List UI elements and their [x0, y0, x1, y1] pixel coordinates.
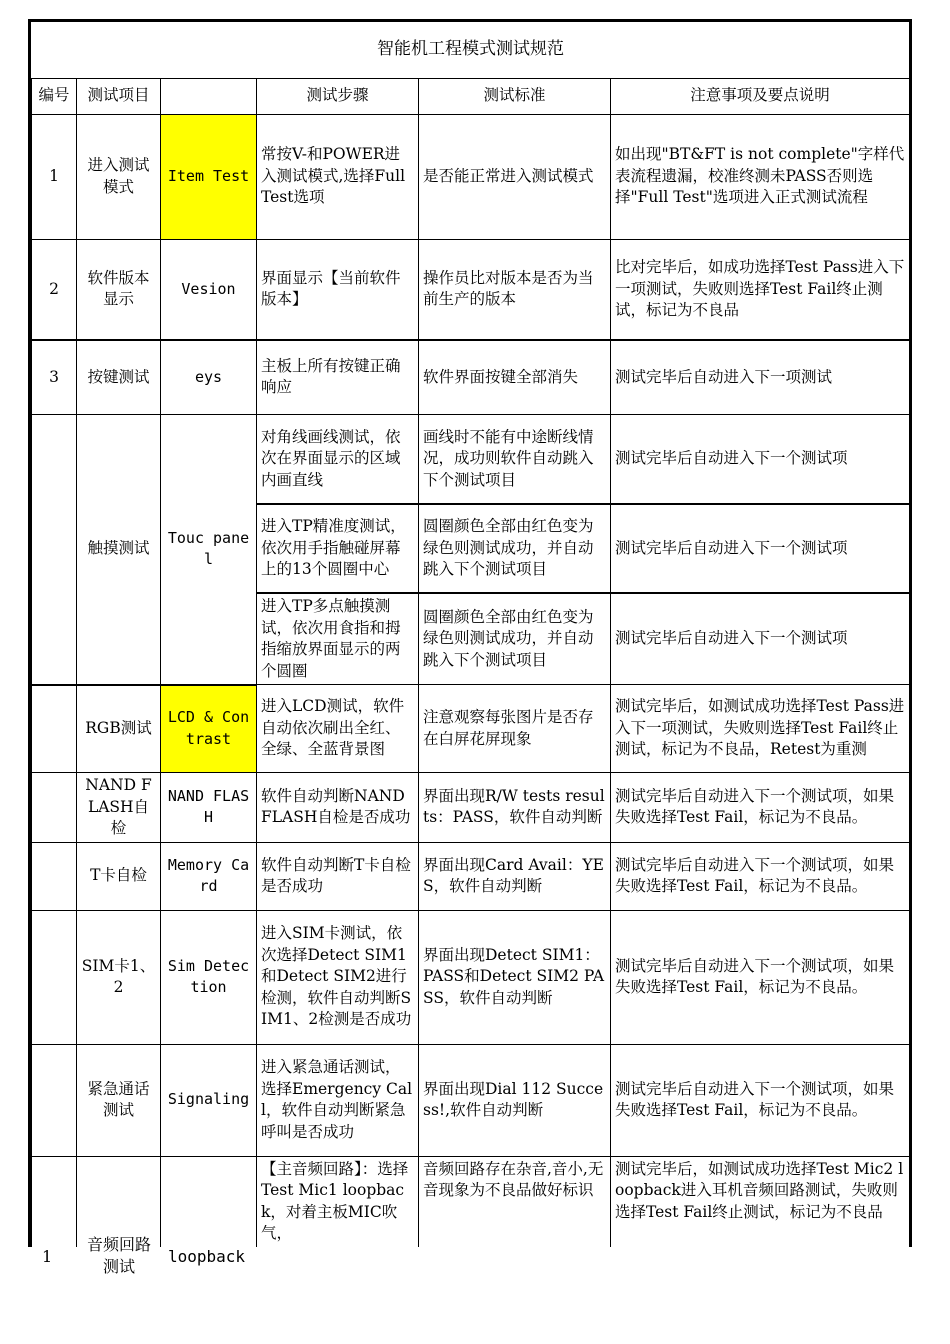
row-item: 触摸测试 — [77, 414, 161, 685]
header-no: 编号 — [32, 78, 77, 114]
row-no — [32, 685, 77, 773]
row-notes: 测试完毕后，如测试成功选择Test Mic2 loopback进入耳机音频回路测试，失败则选择Test Fail终止测试，标记为不良品 — [611, 1156, 910, 1247]
row-no — [32, 910, 77, 1044]
row-notes: 测试完毕后自动进入下一个测试项，如果失败选择Test Fail，标记为不良品。 — [611, 910, 910, 1044]
row-standard: 软件界面按键全部消失 — [419, 340, 611, 414]
row-standard: 界面出现Card Avail：YES，软件自动判断 — [419, 842, 611, 910]
row-key-cut — [161, 1156, 257, 1247]
row-no — [32, 414, 77, 685]
row-steps: 对角线画线测试，依次在界面显示的区域内画直线 — [257, 414, 419, 504]
row-standard: 注意观察每张图片是否存在白屏花屏现象 — [419, 685, 611, 773]
row-notes: 测试完毕后自动进入下一个测试项 — [611, 504, 910, 593]
row-notes: 如出现"BT&FT is not complete"字样代表流程遗漏，校准终测未PASS否则选择"Full Test"选项进入正式测试流程 — [611, 114, 910, 239]
row-notes: 测试完毕后自动进入下一个测试项 — [611, 414, 910, 504]
table-row — [32, 414, 910, 504]
row-notes: 测试完毕后自动进入下一个测试项，如果失败选择Test Fail，标记为不良品。 — [611, 1044, 910, 1156]
row-no — [32, 773, 77, 843]
table-row — [32, 1044, 910, 1156]
row-item: 紧急通话测试 — [77, 1044, 161, 1156]
row-item: SIM卡1、2 — [77, 910, 161, 1044]
row-standard: 界面出现Dial 112 Success!,软件自动判断 — [419, 1044, 611, 1156]
row-standard: 操作员比对版本是否为当前生产的版本 — [419, 239, 611, 340]
spec-table — [31, 22, 910, 1247]
row-steps: 软件自动判断T卡自检是否成功 — [257, 842, 419, 910]
row-steps: 软件自动判断NAND FLASH自检是否成功 — [257, 773, 419, 843]
sheet-title: 智能机工程模式测试规范 — [32, 22, 910, 78]
header-row — [32, 78, 910, 114]
row-item: NAND FLASH自检 — [77, 773, 161, 843]
row-standard: 圆圈颜色全部由红色变为绿色则测试成功，并自动跳入下个测试项目 — [419, 504, 611, 593]
row-item: 软件版本显示 — [77, 239, 161, 340]
row-key: LCD & Contrast — [161, 685, 257, 773]
row-key: eys — [161, 340, 257, 414]
header-steps: 测试步骤 — [257, 78, 419, 114]
table-row — [32, 685, 910, 773]
row-key: Sim Detection — [161, 910, 257, 1044]
row-item: 进入测试模式 — [77, 114, 161, 239]
row-no — [32, 1156, 77, 1247]
table-row — [32, 842, 910, 910]
audio-item-label: 音频回路测试 — [86, 1235, 151, 1276]
row-item: RGB测试 — [77, 685, 161, 773]
table-row — [32, 910, 910, 1044]
row-item: T卡自检 — [77, 842, 161, 910]
row-key: NAND FLASH — [161, 773, 257, 843]
row-no — [32, 842, 77, 910]
header-notes: 注意事项及要点说明 — [611, 78, 910, 114]
row-steps: 主板上所有按键正确响应 — [257, 340, 419, 414]
header-item: 测试项目 — [77, 78, 161, 114]
row-standard: 音频回路存在杂音,音小,无音现象为不良品做好标识 — [419, 1156, 611, 1247]
row-notes: 测试完毕后自动进入下一个测试项 — [611, 593, 910, 685]
page-number: 1 — [42, 1247, 53, 1266]
row-no: 1 — [32, 114, 77, 239]
row-steps: 界面显示【当前软件版本】 — [257, 239, 419, 340]
row-key: Touc panel — [161, 414, 257, 685]
table-row — [32, 773, 910, 843]
table-row — [32, 239, 910, 340]
row-key: Memory Card — [161, 842, 257, 910]
row-no: 2 — [32, 239, 77, 340]
spec-sheet — [28, 19, 912, 1247]
row-notes: 测试完毕后自动进入下一个测试项，如果失败选择Test Fail，标记为不良品。 — [611, 773, 910, 843]
row-steps: 进入紧急通话测试，选择Emergency Call，软件自动判断紧急呼叫是否成功 — [257, 1044, 419, 1156]
header-standard: 测试标准 — [419, 78, 611, 114]
row-standard: 是否能正常进入测试模式 — [419, 114, 611, 239]
row-standard: 圆圈颜色全部由红色变为绿色则测试成功，并自动跳入下个测试项目 — [419, 593, 611, 685]
row-notes: 比对完毕后，如成功选择Test Pass进入下一项测试，失败则选择Test Fail终止测试，标记为不良品 — [611, 239, 910, 340]
table-row — [32, 114, 910, 239]
row-item: 按键测试 — [77, 340, 161, 414]
row-steps: 进入TP多点触摸测试，依次用食指和拇指缩放界面显示的两个圆圈 — [257, 593, 419, 685]
row-key: Item Test — [161, 114, 257, 239]
row-notes: 测试完毕后自动进入下一项测试 — [611, 340, 910, 414]
row-steps: 【主音频回路】：选择Test Mic1 loopback，对着主板MIC吹气， — [257, 1156, 419, 1247]
row-notes: 测试完毕后，如测试成功选择Test Pass进入下一项测试，失败则选择Test Fail终止测试，标记为不良品，Retest为重测 — [611, 685, 910, 773]
row-steps: 进入TP精准度测试，依次用手指触碰屏幕上的13个圆圈中心 — [257, 504, 419, 593]
row-steps: 进入LCD测试，软件自动依次刷出全红、全绿、全蓝背景图 — [257, 685, 419, 773]
row-notes: 测试完毕后自动进入下一个测试项，如果失败选择Test Fail，标记为不良品。 — [611, 842, 910, 910]
table-row — [32, 1156, 910, 1247]
table-row — [32, 340, 910, 414]
header-key — [161, 78, 257, 114]
row-no: 3 — [32, 340, 77, 414]
row-key: Vesion — [161, 239, 257, 340]
row-steps: 常按V-和POWER进入测试模式,选择Full Test选项 — [257, 114, 419, 239]
row-standard: 界面出现R/W tests results：PASS，软件自动判断 — [419, 773, 611, 843]
row-standard: 界面出现Detect SIM1：PASS和Detect SIM2 PASS，软件自动判断 — [419, 910, 611, 1044]
row-steps: 进入SIM卡测试，依次选择Detect SIM1和Detect SIM2进行检测，软件自动判断SIM1、2检测是否成功 — [257, 910, 419, 1044]
row-key: Signaling — [161, 1044, 257, 1156]
row-no — [32, 1044, 77, 1156]
row-standard: 画线时不能有中途断线情况，成功则软件自动跳入下个测试项目 — [419, 414, 611, 504]
audio-key-label: loopback — [168, 1247, 246, 1266]
